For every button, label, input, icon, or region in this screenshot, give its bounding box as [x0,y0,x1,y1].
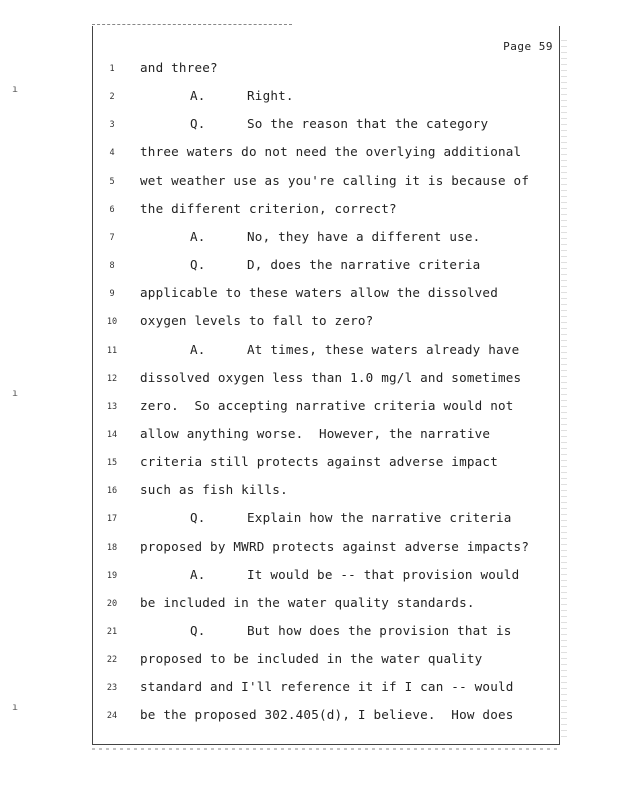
line-text: applicable to these waters allow the dissolved [140,285,498,301]
line-text: Right. [247,88,294,104]
line-text: D, does the narrative criteria [247,257,481,273]
transcript-line [93,116,559,136]
transcript-line [93,201,559,221]
line-number: 20 [106,598,118,609]
line-number: 1 [109,64,115,74]
transcript-line [93,229,559,249]
line-number: 18 [106,542,118,553]
line-number: 17 [106,514,118,525]
transcript-line [93,567,559,587]
speaker-label: Q. [190,510,206,526]
line-number: 6 [109,204,115,215]
line-number: 12 [106,373,118,384]
line-number: 8 [109,261,115,272]
scan-edge-noise [561,40,567,740]
transcript-line [93,144,559,164]
line-text: be the proposed 302.405(d), I believe. How does [140,707,514,723]
line-text: three waters do not need the overlying additional [140,144,522,160]
footer-rule [92,748,558,750]
line-text: be included in the water quality standards. [140,594,475,610]
speaker-label: Q. [190,257,206,273]
speaker-label: A. [190,566,206,582]
line-number: 3 [109,120,115,131]
line-text: proposed to be included in the water quality [140,651,483,667]
line-text: allow anything worse. However, the narrative [140,425,491,441]
line-number: 10 [106,317,118,328]
line-number: 15 [106,458,118,469]
line-number: 7 [109,232,115,243]
line-text: So the reason that the category [247,116,489,132]
transcript-line [93,60,559,80]
line-text: the different criterion, correct? [140,200,397,216]
line-number: 19 [106,570,118,581]
transcript-line [93,707,559,727]
line-number: 13 [106,401,118,412]
speaker-label: A. [190,228,206,244]
punch-mark: ı [12,702,19,713]
transcript-line [93,426,559,446]
line-text: wet weather use as you're calling it is because of [140,172,530,188]
transcript-line [93,257,559,277]
line-text: zero. So accepting narrative criteria would not [140,397,514,413]
line-number: 23 [106,683,118,694]
line-text: oxygen levels to fall to zero? [140,313,374,329]
transcript-line [93,454,559,474]
transcript-line [93,539,559,559]
transcript-line [93,370,559,390]
transcript-line [93,679,559,699]
transcript-line [93,482,559,502]
page-number: Page 59 [503,40,553,53]
line-number: 4 [109,148,115,159]
transcript-line [93,510,559,530]
line-number: 21 [106,627,118,637]
line-number: 16 [106,486,118,497]
transcript-page [92,26,560,745]
speaker-label: Q. [190,116,206,132]
transcript-line [93,651,559,671]
line-number: 11 [106,345,118,356]
line-text: criteria still protects against adverse impact [140,454,498,470]
line-text: But how does the provision that is [247,623,512,638]
line-text: dissolved oxygen less than 1.0 mg/l and sometimes [140,369,522,385]
line-text: standard and I'll reference it if I can -- would [140,679,514,695]
transcript-line [93,173,559,193]
line-number: 24 [106,711,118,722]
speaker-label: A. [190,341,206,357]
line-number: 14 [106,429,118,440]
speaker-label: A. [190,88,206,104]
line-text: No, they have a different use. [247,228,481,244]
transcript-line [93,398,559,418]
line-text: proposed by MWRD protects against adverse impacts? [140,538,530,554]
speaker-label: Q. [190,623,206,638]
transcript-line [93,88,559,108]
line-text: Explain how the narrative criteria [247,510,512,526]
line-number: 9 [109,289,115,300]
transcript-line [93,595,559,615]
line-number: 5 [109,176,115,187]
line-text: It would be -- that provision would [247,566,520,582]
line-number: 2 [109,92,115,103]
line-text: and three? [140,60,218,75]
punch-mark: ı [12,388,19,399]
transcript-line [93,285,559,305]
transcript-line [93,313,559,333]
transcript-line [93,623,559,643]
punch-mark: ı [12,84,19,95]
line-number: 22 [106,655,118,666]
transcript-line [93,342,559,362]
line-text: such as fish kills. [140,482,288,498]
line-text: At times, these waters already have [247,341,520,357]
